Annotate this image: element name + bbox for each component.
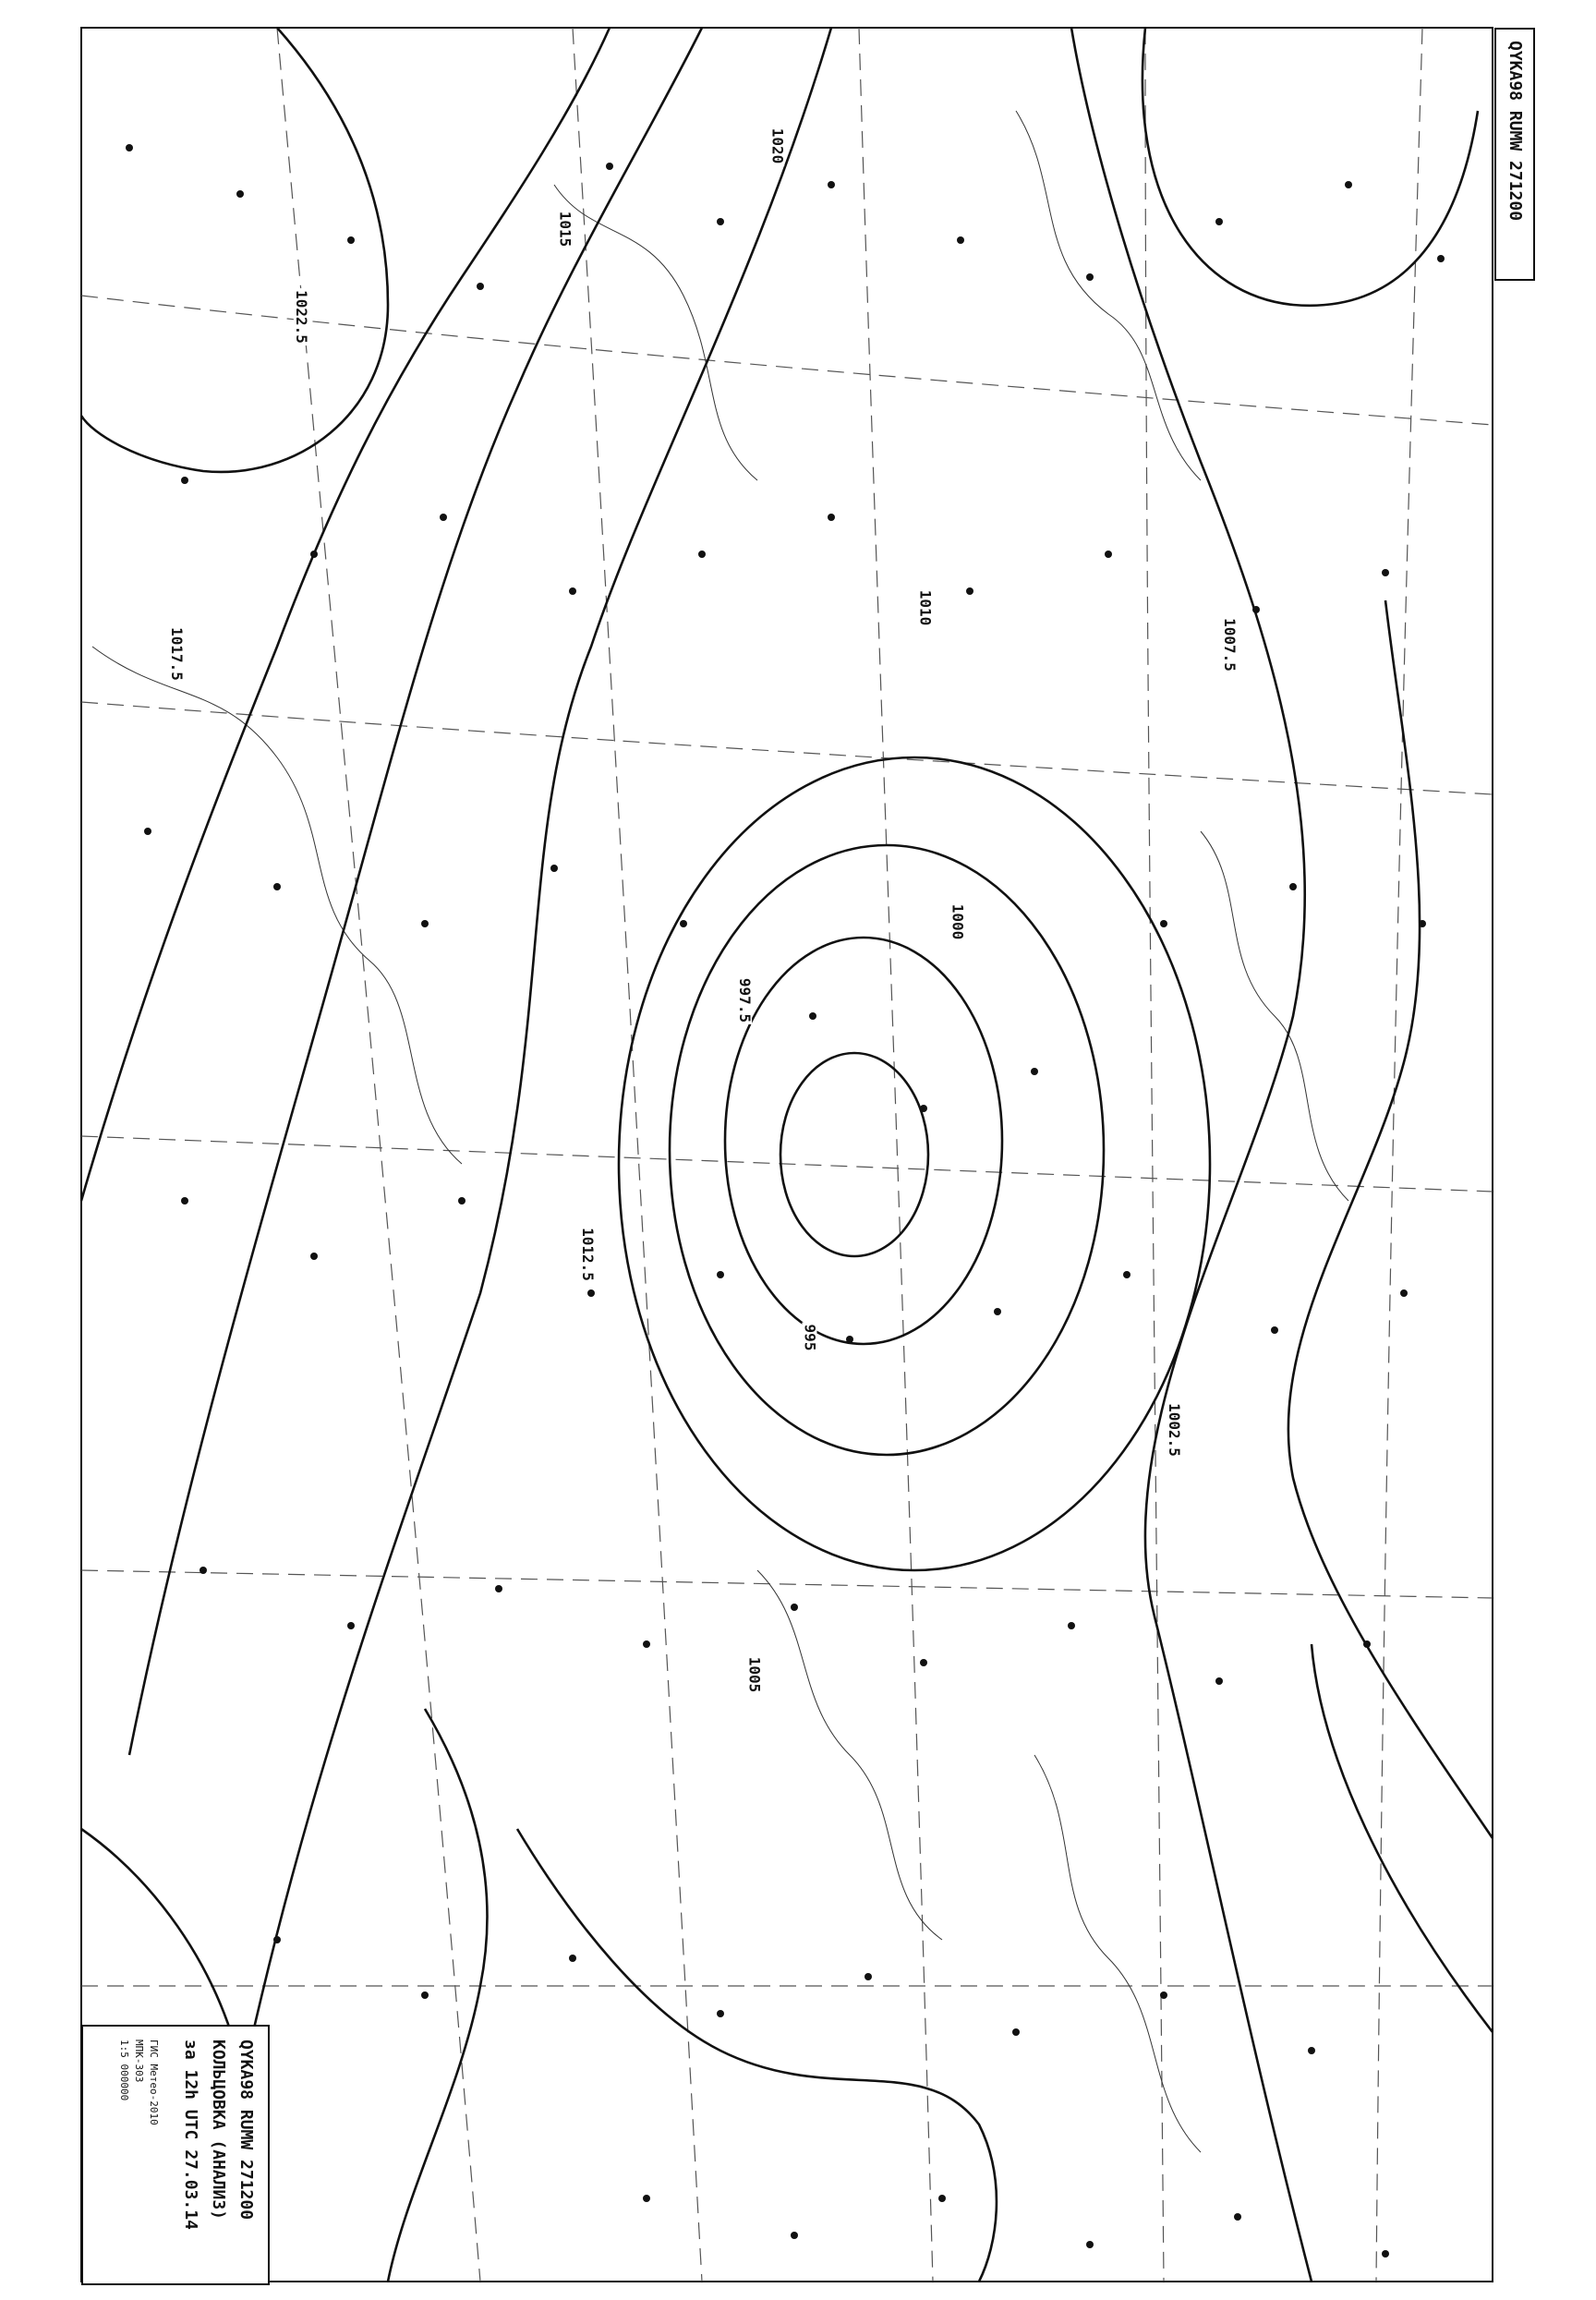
isobar-ring [619, 757, 1210, 1570]
isobar-line [81, 28, 610, 1201]
map-header [1494, 28, 1535, 281]
isobar-label: 1017.5 [167, 627, 186, 681]
legend-title: КОЛЬЦОВКА (АНАЛИЗ) [209, 2040, 228, 2221]
isobar-label: 1010 [916, 589, 935, 626]
isobar-line [1071, 28, 1312, 2282]
coastlines [92, 111, 1348, 2152]
isobar-label: 997.5 [736, 977, 755, 1023]
isobar-label: 1002.5 [1165, 1403, 1183, 1457]
map-code: QYKA98 RUMW 271200 [1505, 41, 1525, 222]
isobar-ring [780, 1053, 928, 1256]
isobar-line [517, 1829, 997, 2282]
isobar-label: 1007.5 [1220, 618, 1239, 672]
station-plots [126, 144, 1445, 2258]
isobar-label: 1012.5 [578, 1228, 597, 1281]
legend-org: ГИС Метео-2010 [148, 2040, 160, 2125]
isobar-line [1288, 600, 1493, 1838]
isobar-label: 1000 [949, 903, 967, 940]
isobar-ring [670, 845, 1104, 1455]
isobar-label: 995 [801, 1324, 819, 1351]
isobars [81, 28, 1493, 2282]
isobar-ring [725, 938, 1002, 1344]
isobar-line [1143, 28, 1478, 306]
isobar-line [129, 28, 702, 1755]
legend-scale: 1:5 000000 [118, 2040, 130, 2101]
isobar-line [81, 28, 388, 472]
isobar-label: 1005 [745, 1656, 764, 1693]
isobar-label: 1015 [556, 211, 574, 248]
isobar-label: 1020 [768, 127, 787, 164]
legend-id: МПК-303 [133, 2040, 145, 2083]
isobar-line [203, 28, 831, 2282]
isobar-line [388, 1709, 488, 2282]
isobar-label: 1022.5 [292, 290, 310, 344]
map-frame [81, 28, 1493, 2282]
legend-code: QYKA98 RUMW 271200 [236, 2040, 256, 2221]
legend-time: за 12h UTC 27.03.14 [181, 2040, 200, 2230]
map-legend [81, 2025, 270, 2285]
coordinate-grid [81, 28, 1493, 2282]
